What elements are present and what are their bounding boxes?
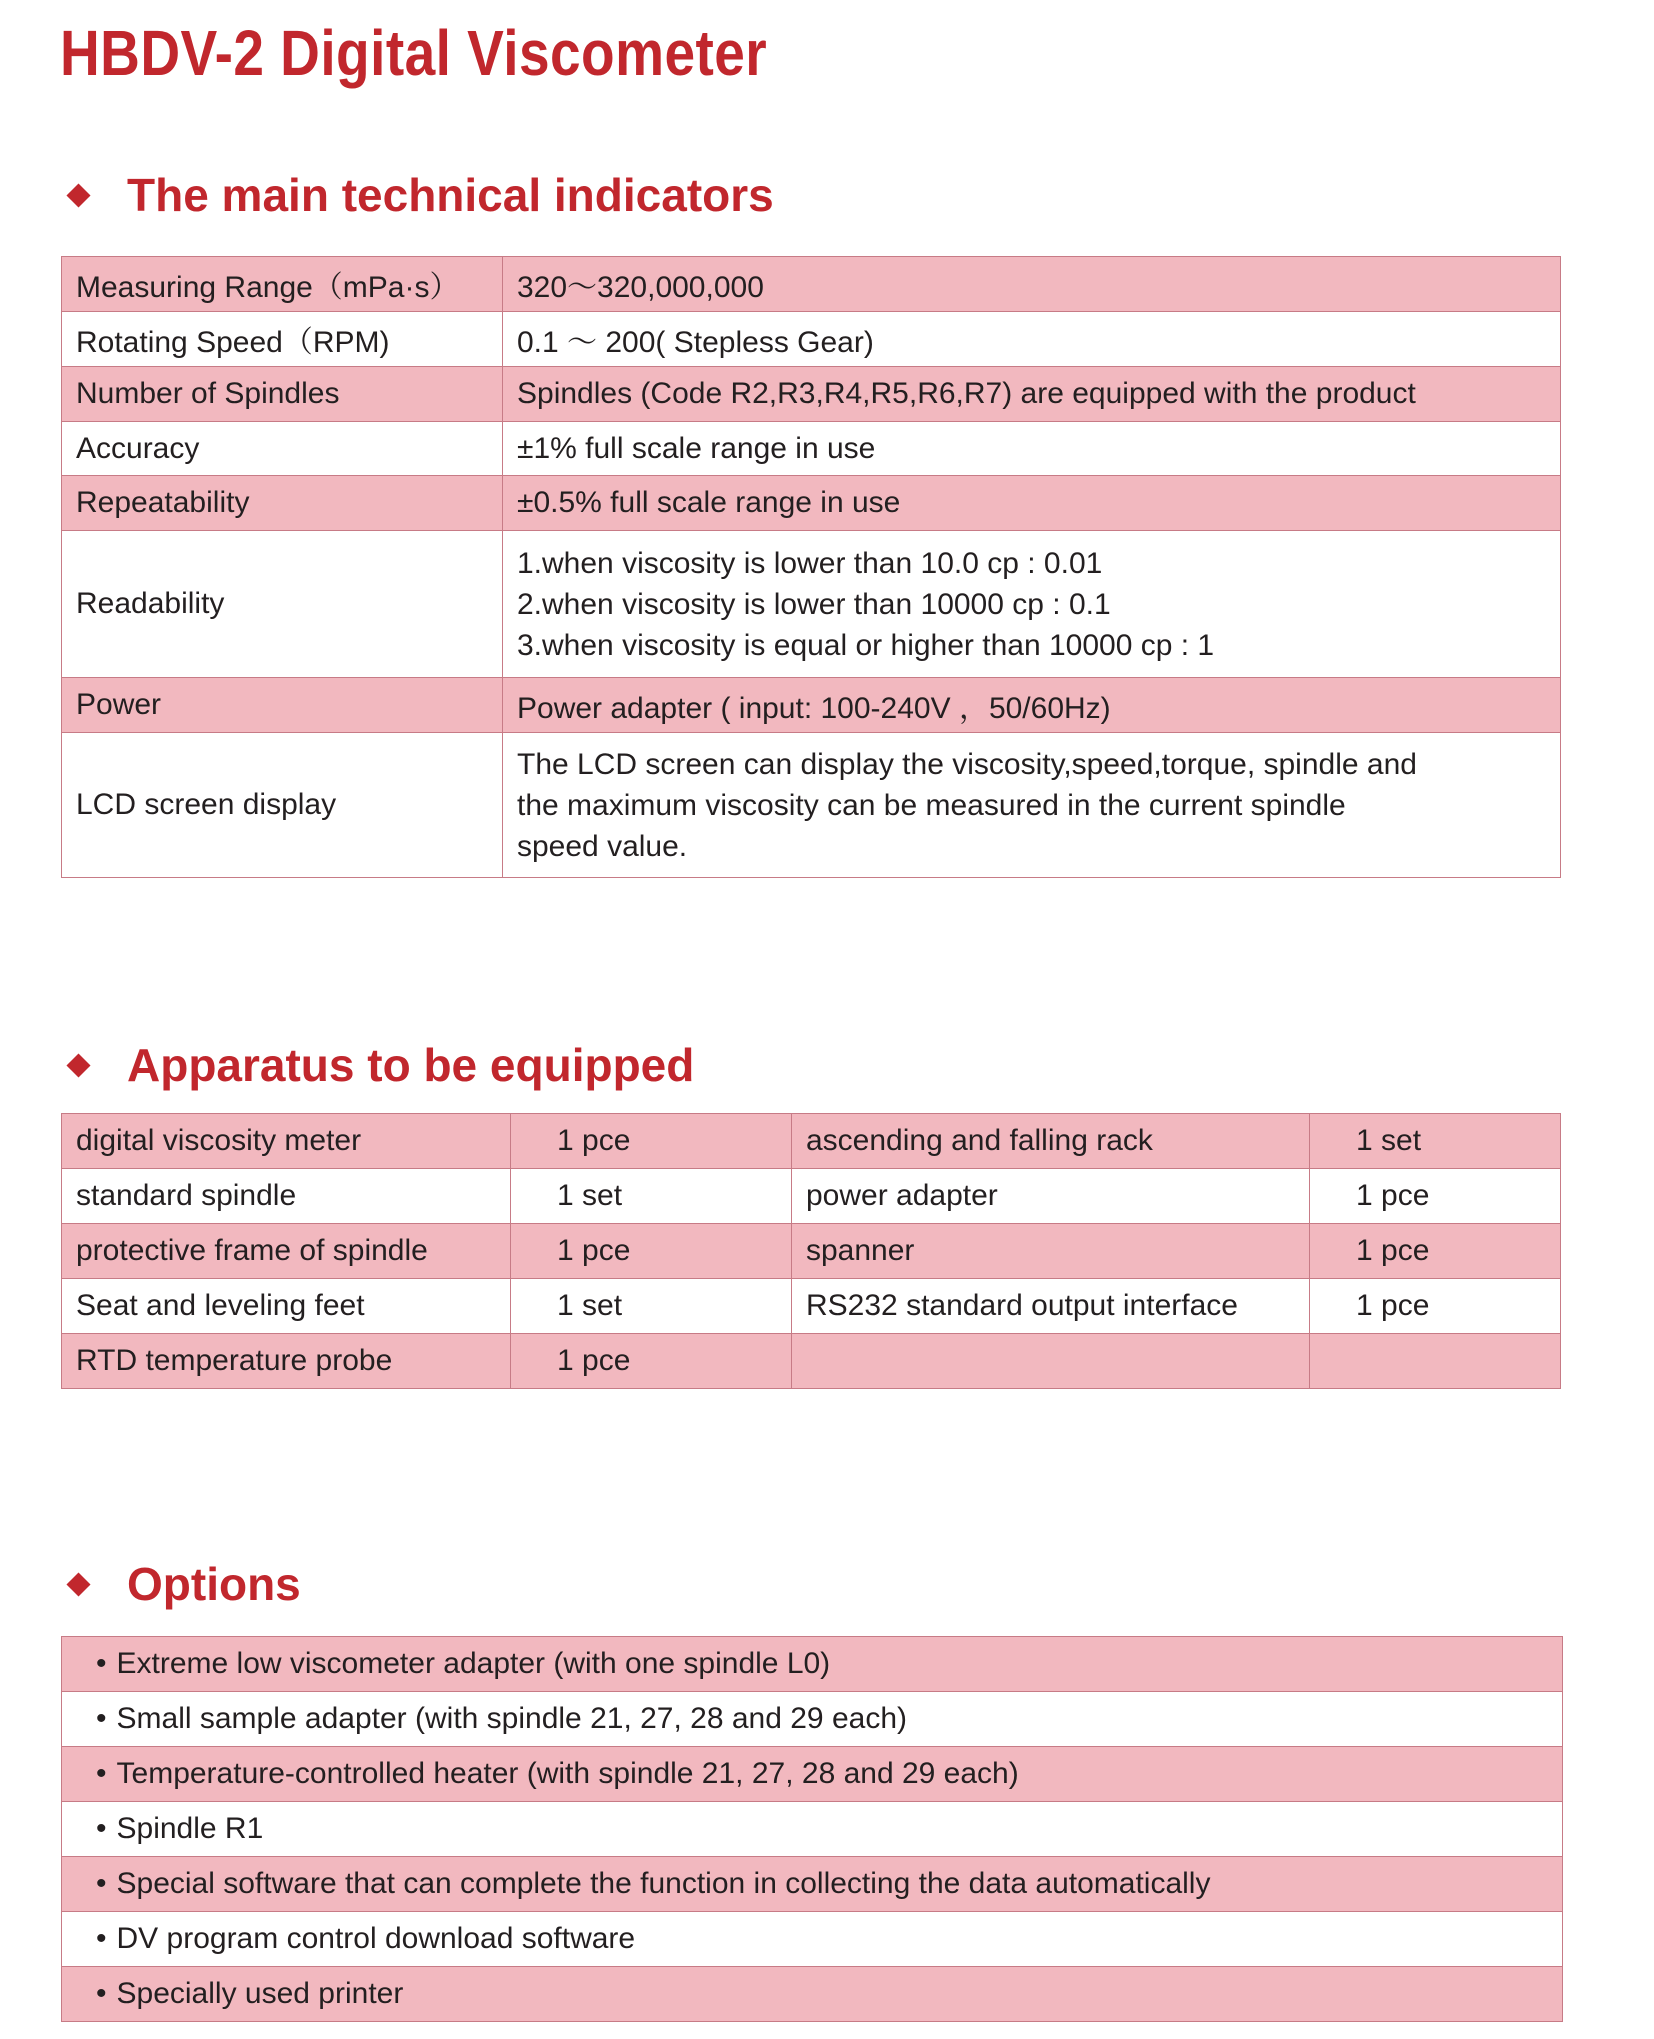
- options-table: [61, 1636, 1563, 2022]
- indicator-value: [503, 531, 1561, 678]
- indicator-value: Spindles (Code R2,R3,R4,R5,R6,R7) are equipped with the product: [503, 367, 1561, 422]
- lcd-line: The LCD screen can display the viscosity,speed,torque, spindle and: [517, 747, 1417, 781]
- apparatus-item: power adapter: [792, 1169, 1310, 1224]
- apparatus-table: [61, 1113, 1561, 1389]
- options-heading: [60, 1557, 301, 1611]
- readability-line: 2.when viscosity is lower than 10000 cp : 0.1: [517, 587, 1111, 621]
- indicators-heading: [60, 168, 774, 222]
- option-text: • Extreme low viscometer adapter (with one spindle L0): [96, 1647, 830, 1680]
- indicator-label: Rotating Speed（RPM): [62, 312, 503, 367]
- indicator-value: ±0.5% full scale range in use: [503, 476, 1561, 531]
- indicator-label: Readability: [62, 531, 503, 678]
- diamond-bullet-icon: [66, 1053, 90, 1077]
- apparatus-item: spanner: [792, 1224, 1310, 1279]
- indicator-label: Repeatability: [62, 476, 503, 531]
- indicator-value: [503, 733, 1561, 878]
- table-row: [62, 476, 1561, 531]
- table-row: [62, 1692, 1563, 1747]
- option-text: • DV program control download software: [96, 1922, 635, 1955]
- apparatus-qty: 1 pce: [1310, 1279, 1561, 1334]
- option-item: [62, 1967, 1563, 2022]
- apparatus-item: ascending and falling rack: [792, 1114, 1310, 1169]
- apparatus-qty: 1 pce: [1310, 1169, 1561, 1224]
- apparatus-item: protective frame of spindle: [62, 1224, 511, 1279]
- indicators-heading-text: The main technical indicators: [127, 169, 774, 221]
- option-item: [62, 1912, 1563, 1967]
- table-row: [62, 1912, 1563, 1967]
- indicator-label: Measuring Range（mPa·s）: [62, 257, 503, 312]
- table-row: [62, 1967, 1563, 2022]
- option-text: • Spindle R1: [96, 1812, 263, 1845]
- table-row: [62, 257, 1561, 312]
- apparatus-item: digital viscosity meter: [62, 1114, 511, 1169]
- option-item: [62, 1637, 1563, 1692]
- apparatus-item: Seat and leveling feet: [62, 1279, 511, 1334]
- table-row: [62, 1802, 1563, 1857]
- readability-line: 3.when viscosity is equal or higher than 10000 cp : 1: [517, 628, 1215, 662]
- indicator-value: ±1% full scale range in use: [503, 422, 1561, 476]
- table-row: [62, 1114, 1561, 1169]
- table-row: [62, 733, 1561, 878]
- table-row: [62, 1224, 1561, 1279]
- apparatus-qty: 1 pce: [1310, 1224, 1561, 1279]
- table-row: [62, 312, 1561, 367]
- option-item: [62, 1802, 1563, 1857]
- table-row: [62, 531, 1561, 678]
- apparatus-qty: 1 pce: [511, 1334, 792, 1389]
- indicator-label: Number of Spindles: [62, 367, 503, 422]
- apparatus-item: RS232 standard output interface: [792, 1279, 1310, 1334]
- apparatus-qty: 1 pce: [511, 1224, 792, 1279]
- lcd-line: speed value.: [517, 829, 688, 863]
- table-row: [62, 1637, 1563, 1692]
- indicator-label: Accuracy: [62, 422, 503, 476]
- indicators-table: [61, 256, 1561, 878]
- apparatus-qty: [1310, 1334, 1561, 1389]
- option-item: [62, 1747, 1563, 1802]
- indicator-value: 320～320,000,000: [503, 257, 1561, 312]
- apparatus-qty: 1 set: [1310, 1114, 1561, 1169]
- table-row: [62, 1857, 1563, 1912]
- diamond-bullet-icon: [66, 183, 90, 207]
- table-row: [62, 1334, 1561, 1389]
- table-row: [62, 678, 1561, 733]
- table-row: [62, 367, 1561, 422]
- table-row: [62, 1747, 1563, 1802]
- table-row: [62, 1279, 1561, 1334]
- apparatus-item: RTD temperature probe: [62, 1334, 511, 1389]
- page-title: HBDV-2 Digital Viscometer: [60, 17, 768, 89]
- indicator-value: 0.1 ～ 200( Stepless Gear): [503, 312, 1561, 367]
- readability-line: 1.when viscosity is lower than 10.0 cp : 0.01: [517, 546, 1103, 580]
- apparatus-qty: 1 pce: [511, 1114, 792, 1169]
- option-text: • Temperature-controlled heater (with spindle 21, 27, 28 and 29 each): [96, 1757, 1019, 1790]
- option-item: [62, 1857, 1563, 1912]
- apparatus-item: [792, 1334, 1310, 1389]
- table-row: [62, 1169, 1561, 1224]
- apparatus-heading-text: Apparatus to be equipped: [127, 1039, 695, 1091]
- indicator-label: Power: [62, 678, 503, 733]
- indicator-value: Power adapter ( input: 100-240V ，50/60Hz): [503, 678, 1561, 733]
- diamond-bullet-icon: [66, 1572, 90, 1596]
- indicator-label: LCD screen display: [62, 733, 503, 878]
- option-text: • Special software that can complete the function in collecting the data automatically: [96, 1867, 1210, 1900]
- apparatus-qty: 1 set: [511, 1279, 792, 1334]
- table-row: [62, 422, 1561, 476]
- apparatus-heading: [60, 1038, 694, 1092]
- option-item: [62, 1692, 1563, 1747]
- lcd-line: the maximum viscosity can be measured in the current spindle: [517, 788, 1346, 822]
- apparatus-item: standard spindle: [62, 1169, 511, 1224]
- apparatus-qty: 1 set: [511, 1169, 792, 1224]
- option-text: • Small sample adapter (with spindle 21, 27, 28 and 29 each): [96, 1702, 907, 1735]
- option-text: • Specially used printer: [96, 1977, 403, 2010]
- options-heading-text: Options: [127, 1558, 301, 1610]
